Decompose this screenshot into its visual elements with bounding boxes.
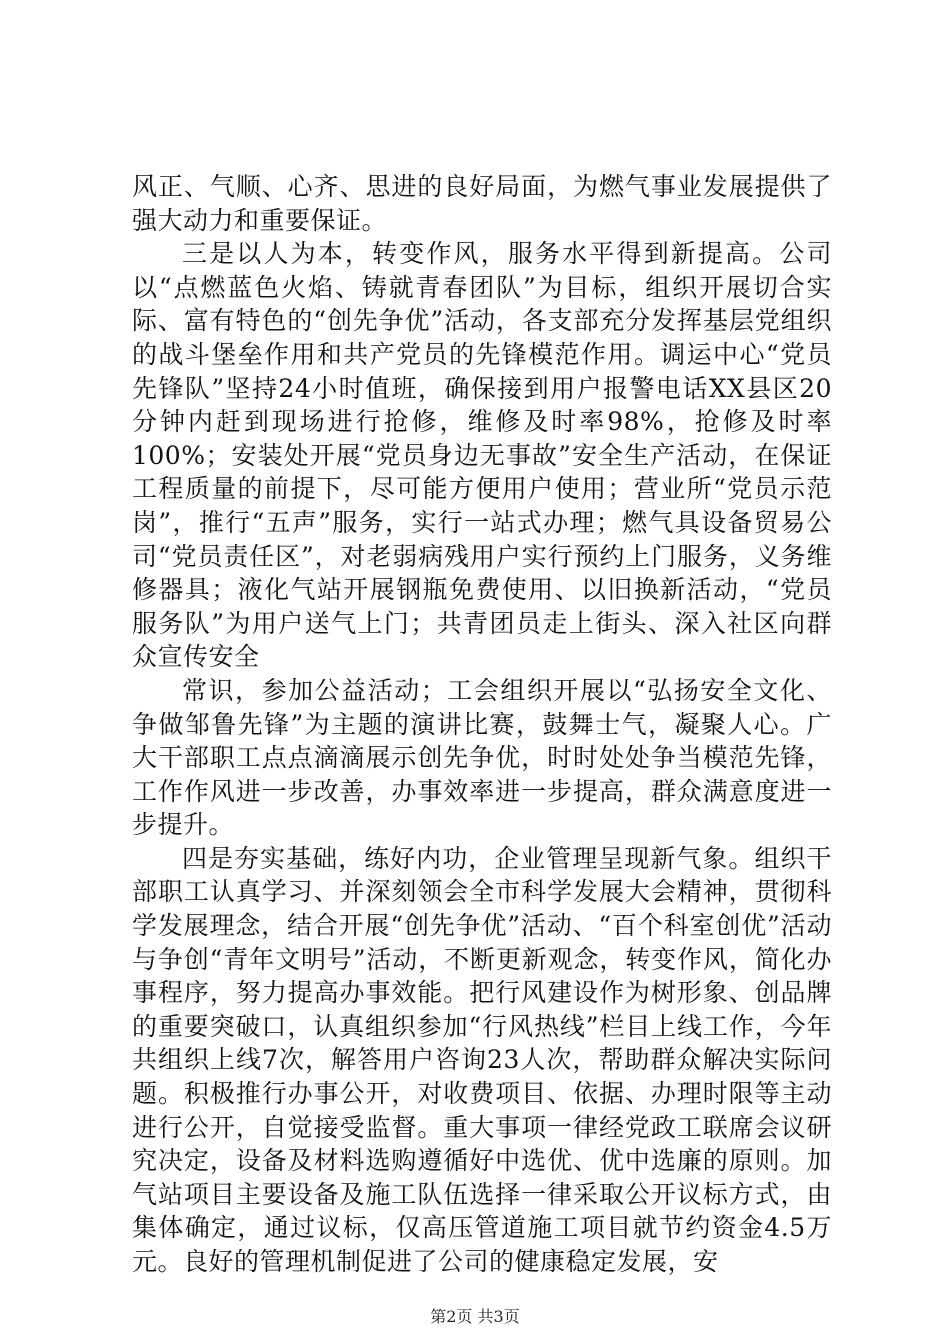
paragraph-continuation: 风正、气顺、心齐、思进的良好局面，为燃气事业发展提供了强大动力和重要保证。 (132, 172, 832, 235)
page-footer (0, 1304, 950, 1327)
paragraph-section-three-continued: 常识，参加公益活动；工会组织开展以“弘扬安全文化、争做邹鲁先锋”为主题的演讲比赛，鼓舞士气，凝聚人心。广大干部职工点点滴滴展示创先争优，时时处处争当模范先锋，工作作风进一步改善，办事效率进一步提高，群众满意度进一步提升。 (132, 675, 832, 840)
paragraph-section-three: 三是以人为本，转变作风，服务水平得到新提高。公司以“点燃蓝色火焰、铸就青春团队”为目标，组织开展切合实际、富有特色的“创先争优”活动，各支部充分发挥基层党组织的战斗堡垒作用和共产党员的先锋模范作用。调运中心“党员先锋队”坚持24小时值班，确保接到用户报警电话XX县区20分钟内赶到现场进行抢修，维修及时率98%，抢修及时率100%；安装处开展“党员身边无事故”安全生产活动，在保证工程质量的前提下，尽可能方便用户使用；营业所“党员示范岗”，推行“五声”服务，实行一站式办理；燃气具设备贸易公司“党员责任区”，对老弱病残用户实行预约上门服务，义务维修器具；液化气站开展钢瓶免费使用、以旧换新活动，“党员服务队”为用户送气上门；共青团员走上街头、深入社区向群众宣传安全 (132, 239, 832, 672)
page-number-indicator: 第2页 共3页 (430, 1307, 520, 1326)
paragraph-section-four: 四是夯实基础，练好内功，企业管理呈现新气象。组织干部职工认真学习、并深刻领会全市科学发展大会精神，贯彻科学发展理念，结合开展“创先争优”活动、“百个科室创优”活动与争创“青年文明号”活动，不断更新观念，转变作风，简化办事程序，努力提高办事效能。把行风建设作为树形象、创品牌的重要突破口，认真组织参加“行风热线”栏目上线工作，今年共组织上线7次，解答用户咨询23人次，帮助群众解决实际问题。积极推行办事公开，对收费项目、依据、办理时限等主动进行公开，自觉接受监督。重大事项一律经党政工联席会议研究决定，设备及材料选购遵循好中选优、优中选廉的原则。加气站项目主要设备及施工队伍选择一律采取公开议标方式，由集体确定，通过议标，仅高压管道施工项目就节约资金4.5万元。良好的管理机制促进了公司的健康稳定发展，安 (132, 843, 832, 1276)
document-body (132, 170, 832, 1279)
